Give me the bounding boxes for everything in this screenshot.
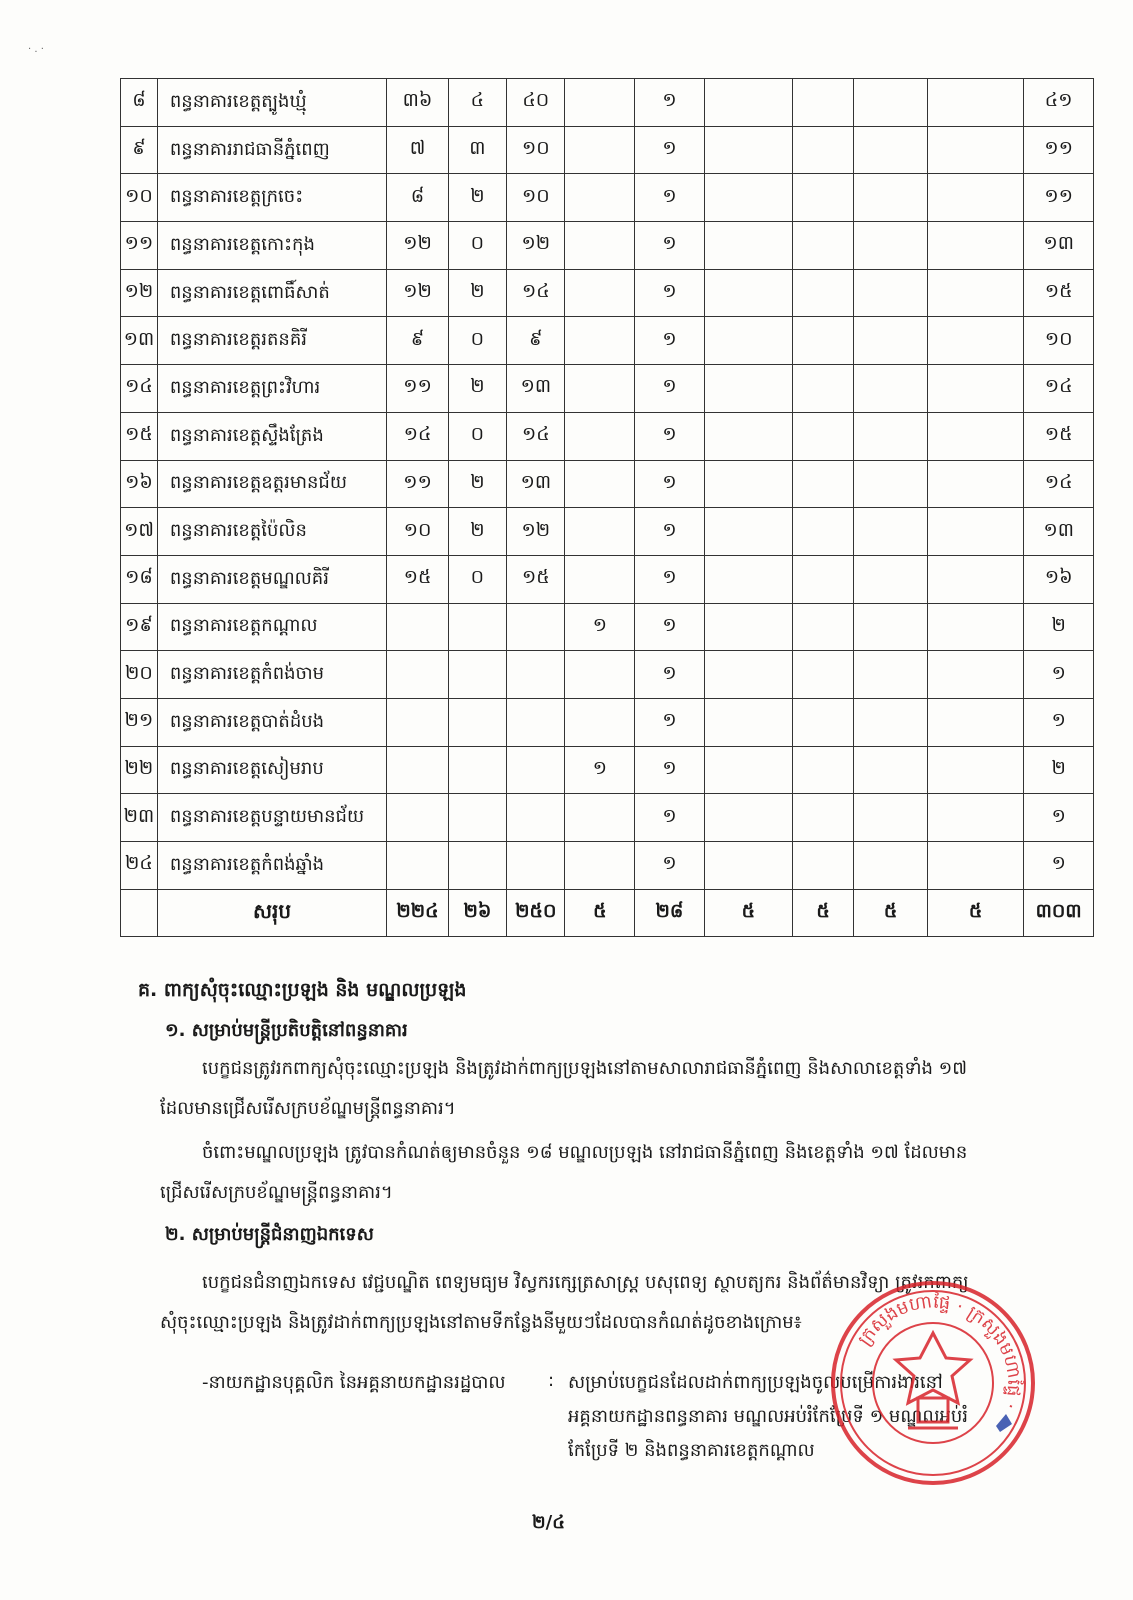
prison-name-cell: ពន្ធនាគារខេត្តកំពង់ឆ្នាំង: [157, 842, 386, 890]
count-cell-c2: [448, 746, 506, 794]
count-cell-c5: ១: [635, 508, 705, 556]
count-cell-c9: [928, 651, 1024, 699]
count-cell-c2: ០: [448, 317, 506, 365]
count-cell-c4: [565, 222, 635, 270]
table-row: [121, 746, 1094, 794]
prison-name-cell: ពន្ធនាគារខេត្តព្រះវិហារ: [157, 365, 386, 413]
prison-name-cell: ពន្ធនាគារខេត្តកណ្ដាល: [157, 603, 386, 651]
count-cell-c9: [928, 269, 1024, 317]
row-number-cell: ១៥: [121, 412, 158, 460]
count-cell-c7: [792, 842, 853, 890]
count-cell-c6: [704, 412, 792, 460]
total-cell-c8: ៥: [854, 889, 928, 936]
count-cell-c4: [565, 842, 635, 890]
row-total-cell: ២: [1024, 746, 1094, 794]
count-cell-c4: [565, 79, 635, 127]
count-cell-c3: ១០: [507, 174, 565, 222]
sub1-para2-line1: ចំពោះមណ្ឌលប្រឡង ត្រូវបានកំណត់ឲ្យមានចំនួន ១៨ មណ្ឌលប្រឡង នៅរាជធានីភ្នំពេញ និងខេត្តទាំង ១៧ ដែលមាន: [202, 1142, 968, 1163]
count-cell-c5: ១: [635, 651, 705, 699]
count-cell-c2: ០: [448, 412, 506, 460]
count-cell-c1: [387, 603, 448, 651]
seal-ring-text: ក្រសួងមហាផ្ទៃ · ក្រសួងមហាផ្ទៃ ·: [853, 1291, 1025, 1412]
table-row: [121, 651, 1094, 699]
row-number-cell: ២០: [121, 651, 158, 699]
row-total-cell: ២: [1024, 603, 1094, 651]
count-cell-c6: [704, 794, 792, 842]
count-cell-c6: [704, 842, 792, 890]
count-cell-c1: [387, 698, 448, 746]
sub2-para-line1: បេក្ខជនជំនាញឯកទេស វេជ្ជបណ្ឌិត ពេទ្យមធ្យម វិស្វករក្សេត្រសាស្ត្រ បសុពេទ្យ ស្ថាបត្យករ និងព័ត៌មានវិទ្យា ត្រូវរកពាក្យ: [202, 1272, 969, 1293]
count-cell-c8: [854, 460, 928, 508]
count-cell-c5: ១: [635, 555, 705, 603]
row-total-cell: ១០: [1024, 317, 1094, 365]
total-cell-c6: ៥: [704, 889, 792, 936]
prison-name-cell: ពន្ធនាគារខេត្តស្ទឹងត្រែង: [157, 412, 386, 460]
count-cell-c2: ២: [448, 508, 506, 556]
count-cell-c1: [387, 651, 448, 699]
prison-name-cell: ពន្ធនាគារខេត្តមណ្ឌលគិរី: [157, 555, 386, 603]
total-cell-c1: ២២៤: [387, 889, 448, 936]
count-cell-c7: [792, 698, 853, 746]
count-cell-c3: ៩: [507, 317, 565, 365]
count-cell-c2: ៤: [448, 79, 506, 127]
count-cell-c9: [928, 508, 1024, 556]
count-cell-c1: ៨: [387, 174, 448, 222]
count-cell-c8: [854, 651, 928, 699]
sub1-para1-line2: ដែលមានជ្រើសរើសក្របខ័ណ្ឌមន្ត្រីពន្ធនាគារ។: [160, 1098, 456, 1119]
total-cell-c2: ២៦: [448, 889, 506, 936]
total-label-cell: សរុប: [157, 889, 386, 936]
prison-name-cell: ពន្ធនាគារខេត្តក្រចេះ: [157, 174, 386, 222]
count-cell-c4: [565, 269, 635, 317]
count-cell-c1: ១២: [387, 269, 448, 317]
section-c-heading: គ. ពាក្យសុំចុះឈ្មោះប្រឡង និង មណ្ឌលប្រឡង: [138, 979, 467, 1001]
total-cell-c9: ៥: [928, 889, 1024, 936]
count-cell-c6: [704, 317, 792, 365]
count-cell-c3: ១៤: [507, 269, 565, 317]
count-cell-c3: ១៤: [507, 412, 565, 460]
prison-name-cell: ពន្ធនាគារខេត្តពោធិ៍សាត់: [157, 269, 386, 317]
row-total-cell: ១៣: [1024, 222, 1094, 270]
count-cell-c3: ១២: [507, 222, 565, 270]
table-row: [121, 603, 1094, 651]
count-cell-c7: [792, 460, 853, 508]
sub2-item-colon: :: [548, 1370, 555, 1391]
count-cell-c4: [565, 794, 635, 842]
count-cell-c9: [928, 555, 1024, 603]
count-cell-c5: ១: [635, 174, 705, 222]
count-cell-c8: [854, 174, 928, 222]
count-cell-c1: ១១: [387, 460, 448, 508]
count-cell-c5: ១: [635, 317, 705, 365]
row-number-cell: ១៨: [121, 555, 158, 603]
row-total-cell: ១១: [1024, 126, 1094, 174]
row-number-cell: ១៦: [121, 460, 158, 508]
count-cell-c3: [507, 746, 565, 794]
table-row: [121, 412, 1094, 460]
count-cell-c9: [928, 222, 1024, 270]
count-cell-c6: [704, 746, 792, 794]
count-cell-c2: ០: [448, 555, 506, 603]
total-cell-c4: ៥: [565, 889, 635, 936]
count-cell-c8: [854, 269, 928, 317]
row-number-cell: ២៣: [121, 794, 158, 842]
count-cell-c2: ០: [448, 222, 506, 270]
staff-allocation-table: [120, 78, 1094, 937]
count-cell-c7: [792, 317, 853, 365]
count-cell-c8: [854, 222, 928, 270]
total-cell-c7: ៥: [792, 889, 853, 936]
count-cell-c6: [704, 365, 792, 413]
count-cell-c5: ១: [635, 79, 705, 127]
scan-speckle: · . ·: [28, 44, 44, 55]
row-number-cell: ២១: [121, 698, 158, 746]
count-cell-c4: [565, 460, 635, 508]
count-cell-c8: [854, 412, 928, 460]
prison-name-cell: ពន្ធនាគារខេត្តឧត្តរមានជ័យ: [157, 460, 386, 508]
row-number-cell: ១៤: [121, 365, 158, 413]
total-cell-c5: ២៨: [635, 889, 705, 936]
count-cell-c6: [704, 269, 792, 317]
count-cell-c5: ១: [635, 412, 705, 460]
count-cell-c1: ១២: [387, 222, 448, 270]
prison-name-cell: ពន្ធនាគារខេត្តកំពង់ចាម: [157, 651, 386, 699]
table-row: [121, 126, 1094, 174]
table-row: [121, 365, 1094, 413]
count-cell-c1: ៩: [387, 317, 448, 365]
count-cell-c2: [448, 651, 506, 699]
sub1-para2-line2: ជ្រើសរើសក្របខ័ណ្ឌមន្ត្រីពន្ធនាគារ។: [160, 1182, 393, 1203]
sub1-para1-line1: បេក្ខជនត្រូវរកពាក្យសុំចុះឈ្មោះប្រឡង និងត្រូវដាក់ពាក្យប្រឡងនៅតាមសាលារាជធានីភ្នំពេញ និងសាលាខេត្តទាំង ១៧: [202, 1058, 968, 1079]
sub2-item-line1: សម្រាប់បេក្ខជនដែលដាក់ពាក្យប្រឡងចូលបម្រើការងារនៅ: [568, 1372, 943, 1393]
count-cell-c1: ៧: [387, 126, 448, 174]
row-number-cell: ១២: [121, 269, 158, 317]
count-cell-c5: ១: [635, 460, 705, 508]
count-cell-c7: [792, 126, 853, 174]
row-total-cell: ១: [1024, 698, 1094, 746]
row-total-cell: ១៥: [1024, 412, 1094, 460]
row-total-cell: ១៥: [1024, 269, 1094, 317]
count-cell-c2: ២: [448, 365, 506, 413]
count-cell-c4: [565, 365, 635, 413]
count-cell-c5: ១: [635, 603, 705, 651]
sub2-para-line2: សុំចុះឈ្មោះប្រឡង និងត្រូវដាក់ពាក្យប្រឡងនៅតាមទីកន្លែងនីមួយៗដែលបានកំណត់ដូចខាងក្រោម៖: [160, 1312, 802, 1333]
count-cell-c6: [704, 126, 792, 174]
count-cell-c7: [792, 412, 853, 460]
count-cell-c2: ២: [448, 460, 506, 508]
count-cell-c5: ១: [635, 842, 705, 890]
count-cell-c6: [704, 222, 792, 270]
row-number-cell: ១៣: [121, 317, 158, 365]
count-cell-c7: [792, 746, 853, 794]
sub2-heading: ២. សម្រាប់មន្ត្រីជំនាញឯកទេស: [165, 1224, 374, 1245]
count-cell-c3: ១២: [507, 508, 565, 556]
count-cell-c7: [792, 508, 853, 556]
count-cell-c6: [704, 174, 792, 222]
count-cell-c9: [928, 603, 1024, 651]
count-cell-c9: [928, 174, 1024, 222]
count-cell-c8: [854, 794, 928, 842]
count-cell-c9: [928, 412, 1024, 460]
table-row: [121, 794, 1094, 842]
table-row: [121, 842, 1094, 890]
count-cell-c5: ១: [635, 698, 705, 746]
count-cell-c4: [565, 317, 635, 365]
sub2-item-line3: កែប្រែទី ២ និងពន្ធនាគារខេត្តកណ្ដាល: [568, 1440, 815, 1461]
count-cell-c4: [565, 174, 635, 222]
table-row: [121, 555, 1094, 603]
sub1-heading: ១. សម្រាប់មន្ត្រីប្រតិបត្តិនៅពន្ធនាគារ: [165, 1020, 408, 1041]
count-cell-c4: [565, 508, 635, 556]
count-cell-c9: [928, 126, 1024, 174]
seal-emblem-icon: [896, 1333, 970, 1428]
table-row: [121, 508, 1094, 556]
row-total-cell: ១៤: [1024, 460, 1094, 508]
count-cell-c6: [704, 79, 792, 127]
count-cell-c1: ១០: [387, 508, 448, 556]
count-cell-c8: [854, 126, 928, 174]
count-cell-c1: ១៤: [387, 412, 448, 460]
count-cell-c8: [854, 746, 928, 794]
prison-name-cell: ពន្ធនាគាររាជធានីភ្នំពេញ: [157, 126, 386, 174]
count-cell-c7: [792, 174, 853, 222]
count-cell-c9: [928, 365, 1024, 413]
count-cell-c1: ១៥: [387, 555, 448, 603]
count-cell-c3: [507, 603, 565, 651]
count-cell-c7: [792, 269, 853, 317]
prison-name-cell: ពន្ធនាគារខេត្តប៉ៃលិន: [157, 508, 386, 556]
count-cell-c7: [792, 794, 853, 842]
count-cell-c3: [507, 794, 565, 842]
count-cell-c5: ១: [635, 269, 705, 317]
prison-name-cell: ពន្ធនាគារខេត្តសៀមរាប: [157, 746, 386, 794]
count-cell-c6: [704, 460, 792, 508]
row-total-cell: ១: [1024, 794, 1094, 842]
prison-name-cell: ពន្ធនាគារខេត្តបាត់ដំបង: [157, 698, 386, 746]
table-row: [121, 698, 1094, 746]
count-cell-c7: [792, 365, 853, 413]
count-cell-c5: ១: [635, 222, 705, 270]
count-cell-c1: ៣៦: [387, 79, 448, 127]
count-cell-c4: ១: [565, 603, 635, 651]
page-number: ២/៤: [532, 1512, 565, 1533]
count-cell-c9: [928, 79, 1024, 127]
count-cell-c3: [507, 698, 565, 746]
count-cell-c4: [565, 126, 635, 174]
count-cell-c1: [387, 794, 448, 842]
count-cell-c2: ២: [448, 174, 506, 222]
count-cell-c8: [854, 555, 928, 603]
count-cell-c5: ១: [635, 365, 705, 413]
count-cell-c3: ១៥: [507, 555, 565, 603]
prison-name-cell: ពន្ធនាគារខេត្តបន្ទាយមានជ័យ: [157, 794, 386, 842]
count-cell-c2: ២: [448, 269, 506, 317]
count-cell-c4: [565, 651, 635, 699]
count-cell-c9: [928, 698, 1024, 746]
count-cell-c4: [565, 412, 635, 460]
count-cell-c7: [792, 79, 853, 127]
count-cell-c8: [854, 317, 928, 365]
count-cell-c9: [928, 842, 1024, 890]
row-number-cell: ១១: [121, 222, 158, 270]
row-number-cell: ២២: [121, 746, 158, 794]
count-cell-c8: [854, 842, 928, 890]
blue-signature-mark: [996, 1414, 1012, 1432]
row-number-cell: ១០: [121, 174, 158, 222]
count-cell-c4: [565, 555, 635, 603]
count-cell-c7: [792, 222, 853, 270]
sub2-item-line2: អគ្គនាយកដ្ឋានពន្ធនាគារ មណ្ឌលអប់រំកែប្រែទី ១ មណ្ឌលអប់រំ: [568, 1406, 969, 1427]
count-cell-c5: ១: [635, 126, 705, 174]
row-total-cell: ១៤: [1024, 365, 1094, 413]
row-total-cell: ១៦: [1024, 555, 1094, 603]
count-cell-c9: [928, 460, 1024, 508]
count-cell-c7: [792, 603, 853, 651]
table-row: [121, 222, 1094, 270]
count-cell-c3: [507, 651, 565, 699]
grand-total-cell: ៣០៣: [1024, 889, 1094, 936]
row-total-cell: ៤១: [1024, 79, 1094, 127]
count-cell-c9: [928, 317, 1024, 365]
row-number-cell: ២៤: [121, 842, 158, 890]
row-number-cell: ៨: [121, 79, 158, 127]
row-total-cell: ១៣: [1024, 508, 1094, 556]
sub2-item-label: -នាយកដ្ឋានបុគ្គលិក នៃអគ្គនាយកដ្ឋានរដ្ឋបាល: [202, 1372, 506, 1393]
count-cell-c5: ១: [635, 746, 705, 794]
count-cell-c8: [854, 79, 928, 127]
table-body: [121, 79, 1094, 937]
count-cell-c2: ៣: [448, 126, 506, 174]
row-number-cell: ១៧: [121, 508, 158, 556]
count-cell-c9: [928, 794, 1024, 842]
count-cell-c2: [448, 794, 506, 842]
count-cell-c9: [928, 746, 1024, 794]
count-cell-c6: [704, 651, 792, 699]
count-cell-c3: ១៣: [507, 365, 565, 413]
row-number-cell: ១៩: [121, 603, 158, 651]
count-cell-c7: [792, 651, 853, 699]
count-cell-c4: [565, 698, 635, 746]
row-number-cell: ៩: [121, 126, 158, 174]
official-seal: [828, 1278, 1038, 1488]
total-blank-cell: [121, 889, 158, 936]
row-total-cell: ១១: [1024, 174, 1094, 222]
prison-name-cell: ពន្ធនាគារខេត្តកោះកុង: [157, 222, 386, 270]
count-cell-c7: [792, 555, 853, 603]
table-row: [121, 317, 1094, 365]
count-cell-c1: ១១: [387, 365, 448, 413]
table-row: [121, 269, 1094, 317]
prison-name-cell: ពន្ធនាគារខេត្តរតនគិរី: [157, 317, 386, 365]
count-cell-c6: [704, 698, 792, 746]
table-total-row: [121, 889, 1094, 936]
count-cell-c6: [704, 603, 792, 651]
count-cell-c4: ១: [565, 746, 635, 794]
row-total-cell: ១: [1024, 842, 1094, 890]
count-cell-c8: [854, 698, 928, 746]
total-cell-c3: ២៥០: [507, 889, 565, 936]
count-cell-c8: [854, 603, 928, 651]
count-cell-c2: [448, 698, 506, 746]
prison-name-cell: ពន្ធនាគារខេត្តត្បូងឃ្មុំ: [157, 79, 386, 127]
count-cell-c3: ១០: [507, 126, 565, 174]
count-cell-c6: [704, 555, 792, 603]
count-cell-c3: ៤០: [507, 79, 565, 127]
table-row: [121, 174, 1094, 222]
table-row: [121, 460, 1094, 508]
row-total-cell: ១: [1024, 651, 1094, 699]
count-cell-c8: [854, 508, 928, 556]
count-cell-c1: [387, 746, 448, 794]
count-cell-c2: [448, 842, 506, 890]
count-cell-c8: [854, 365, 928, 413]
count-cell-c2: [448, 603, 506, 651]
count-cell-c1: [387, 842, 448, 890]
table-row: [121, 79, 1094, 127]
count-cell-c3: ១៣: [507, 460, 565, 508]
count-cell-c6: [704, 508, 792, 556]
count-cell-c5: ១: [635, 794, 705, 842]
count-cell-c3: [507, 842, 565, 890]
